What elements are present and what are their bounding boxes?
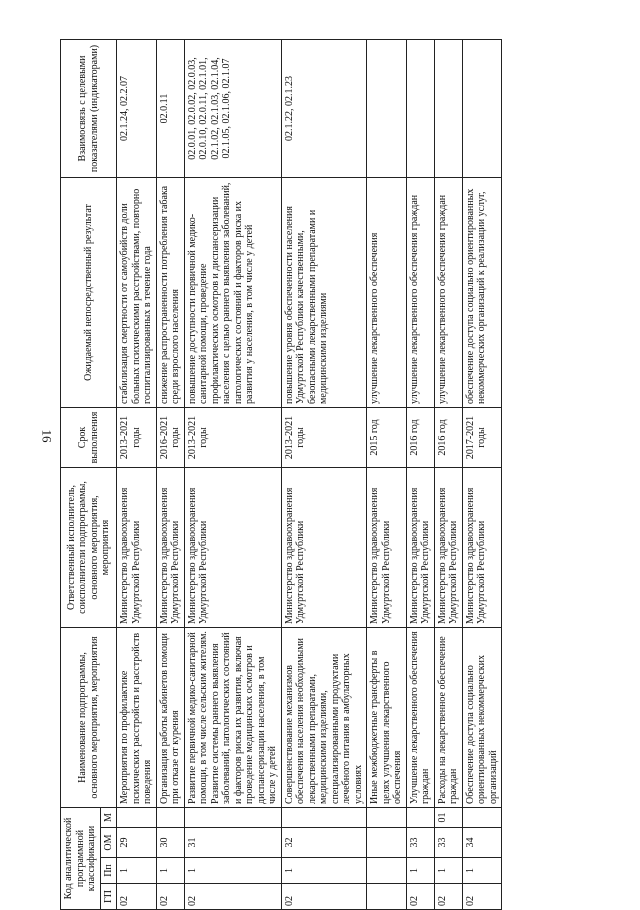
om-cell: 34	[462, 828, 502, 858]
om-cell: 32	[281, 828, 367, 858]
gp-cell: 02	[281, 884, 367, 910]
term-cell: 2017-2021 годы	[462, 407, 502, 467]
pp-cell: 1	[406, 858, 434, 884]
term-cell: 2016-2021 годы	[156, 407, 184, 467]
responsible-cell: Министерство здравоохранения Удмуртской Республики	[434, 467, 462, 627]
result-header: Ожидаемый непосредственный результат	[61, 177, 117, 407]
table-row	[367, 39, 407, 909]
responsible-cell: Министерство здравоохранения Удмуртской Республики	[184, 467, 281, 627]
term-header: Срок выполнения	[61, 407, 117, 467]
om-cell: 33	[406, 828, 434, 858]
m-header: М	[100, 807, 117, 827]
link-cell	[434, 39, 462, 177]
table-row	[406, 39, 434, 909]
m-cell	[117, 807, 157, 827]
name-cell: Улучшение лекарственного обеспечения граждан	[406, 627, 434, 807]
gp-cell: 02	[406, 884, 434, 910]
m-cell	[281, 807, 367, 827]
pp-cell	[367, 858, 407, 884]
table-row	[156, 39, 184, 909]
name-cell: Расходы на лекарственное обеспечение граждан	[434, 627, 462, 807]
gp-cell: 02	[156, 884, 184, 910]
link-cell: 02.0.01, 02.0.02, 02.0.03, 02.0.10, 02.0.11, 02.1.01, 02.1.02, 02.1.03, 02.1.04, 02.1.05, 02.1.06, 02.1.07	[184, 39, 281, 177]
program-table	[60, 39, 502, 910]
om-cell: 31	[184, 828, 281, 858]
result-cell: повышение уровня обеспеченности населения Удмуртской Республики качественными, безопасными лекарственными препаратами и медицинскими изделиями	[281, 177, 367, 407]
om-cell: 30	[156, 828, 184, 858]
responsible-cell: Министерство здравоохранения Удмуртской Республики	[117, 467, 157, 627]
name-cell: Иные межбюджетные трансферты в целях улучшения лекарственного обеспечения	[367, 627, 407, 807]
gp-cell	[367, 884, 407, 910]
result-cell: обеспечение доступа социально ориентированных некоммерческих организаций к реализации услуг,	[462, 177, 502, 407]
responsible-header: Ответственный исполнитель, соисполнители подпрограммы, основного мероприятия, мероприятия	[61, 467, 117, 627]
link-cell	[406, 39, 434, 177]
term-cell: 2016 год	[406, 407, 434, 467]
code-group-header: Код аналитической программной классификации	[61, 807, 101, 909]
gp-cell: 02	[117, 884, 157, 910]
pp-cell: 1	[156, 858, 184, 884]
om-cell: 33	[434, 828, 462, 858]
term-cell: 2015 год	[367, 407, 407, 467]
result-cell: улучшение лекарственного обеспечения граждан	[406, 177, 434, 407]
result-cell: снижение распространенности потребления табака среди взрослого населения	[156, 177, 184, 407]
responsible-cell: Министерство здравоохранения Удмуртской Республики	[156, 467, 184, 627]
responsible-cell: Министерство здравоохранения Удмуртской Республики	[406, 467, 434, 627]
m-cell	[406, 807, 434, 827]
table-row	[434, 39, 462, 909]
pp-header: Пп	[100, 858, 117, 884]
name-cell: Совершенствование механизмов обеспечения населения необходимыми лекарственными препаратами, медицинскими изделиями, специализированными продуктами лечебного питания в амбулаторных условиях	[281, 627, 367, 807]
om-header: ОМ	[100, 828, 117, 858]
table-row	[462, 39, 502, 909]
gp-cell: 02	[434, 884, 462, 910]
responsible-cell: Министерство здравоохранения Удмуртской Республики	[367, 467, 407, 627]
table-row	[184, 39, 281, 909]
term-cell: 2013-2021 годы	[184, 407, 281, 467]
table-row	[281, 39, 367, 909]
page-number: 16	[39, 429, 55, 443]
result-cell: стабилизация смертности от самоубийств доли больных психическими расстройствами, повторно госпитализированных в течение года	[117, 177, 157, 407]
name-cell: Мероприятия по профилактике психических расстройств и расстройств поведения	[117, 627, 157, 807]
link-cell: 02.0.11	[156, 39, 184, 177]
document-table-rotated	[60, 40, 620, 910]
pp-cell: 1	[117, 858, 157, 884]
link-header: Взаимосвязь с целевыми показателями (индикаторами)	[61, 39, 117, 177]
m-cell	[156, 807, 184, 827]
link-cell: 02.1.22, 02.1.23	[281, 39, 367, 177]
om-cell: 29	[117, 828, 157, 858]
link-cell	[462, 39, 502, 177]
pp-cell: 1	[434, 858, 462, 884]
pp-cell: 1	[281, 858, 367, 884]
name-cell: Организация работы кабинетов помощи при отказе от курения	[156, 627, 184, 807]
term-cell: 2013-2021 годы	[281, 407, 367, 467]
name-header: Наименование подпрограммы, основного мероприятия, мероприятия	[61, 627, 117, 807]
gp-header: ГП	[100, 884, 117, 910]
gp-cell: 02	[184, 884, 281, 910]
name-cell: Обеспечение доступа социально ориентированных некоммерческих организаций	[462, 627, 502, 807]
pp-cell: 1	[462, 858, 502, 884]
m-cell	[184, 807, 281, 827]
responsible-cell: Министерство здравоохранения Удмуртской Республики	[462, 467, 502, 627]
result-cell: улучшение лекарственного обеспечения	[367, 177, 407, 407]
m-cell	[462, 807, 502, 827]
link-cell	[367, 39, 407, 177]
link-cell: 02.1.24, 02.2.07	[117, 39, 157, 177]
m-cell: 01	[434, 807, 462, 827]
term-cell: 2016 год	[434, 407, 462, 467]
responsible-cell: Министерство здравоохранения Удмуртской Республики	[281, 467, 367, 627]
result-cell: улучшение лекарственного обеспечения граждан	[434, 177, 462, 407]
pp-cell: 1	[184, 858, 281, 884]
om-cell	[367, 828, 407, 858]
gp-cell: 02	[462, 884, 502, 910]
term-cell: 2013-2021 годы	[117, 407, 157, 467]
table-row	[117, 39, 157, 909]
name-cell: Развитие первичной медико-санитарной помощи, в том числе сельским жителям. Развитие системы раннего выявления заболеваний, патологических состояний и факторов риска их развития, включая проведение медицинских осмотров и диспансеризации населения, в том числе у детей	[184, 627, 281, 807]
m-cell	[367, 807, 407, 827]
result-cell: повышение доступности первичной медико-санитарной помощи, проведение профилактических осмотров и диспансеризации населения с целью раннего выявления заболеваний, патологических состояний и факторов риска их развития у населения, в том числе у детей	[184, 177, 281, 407]
